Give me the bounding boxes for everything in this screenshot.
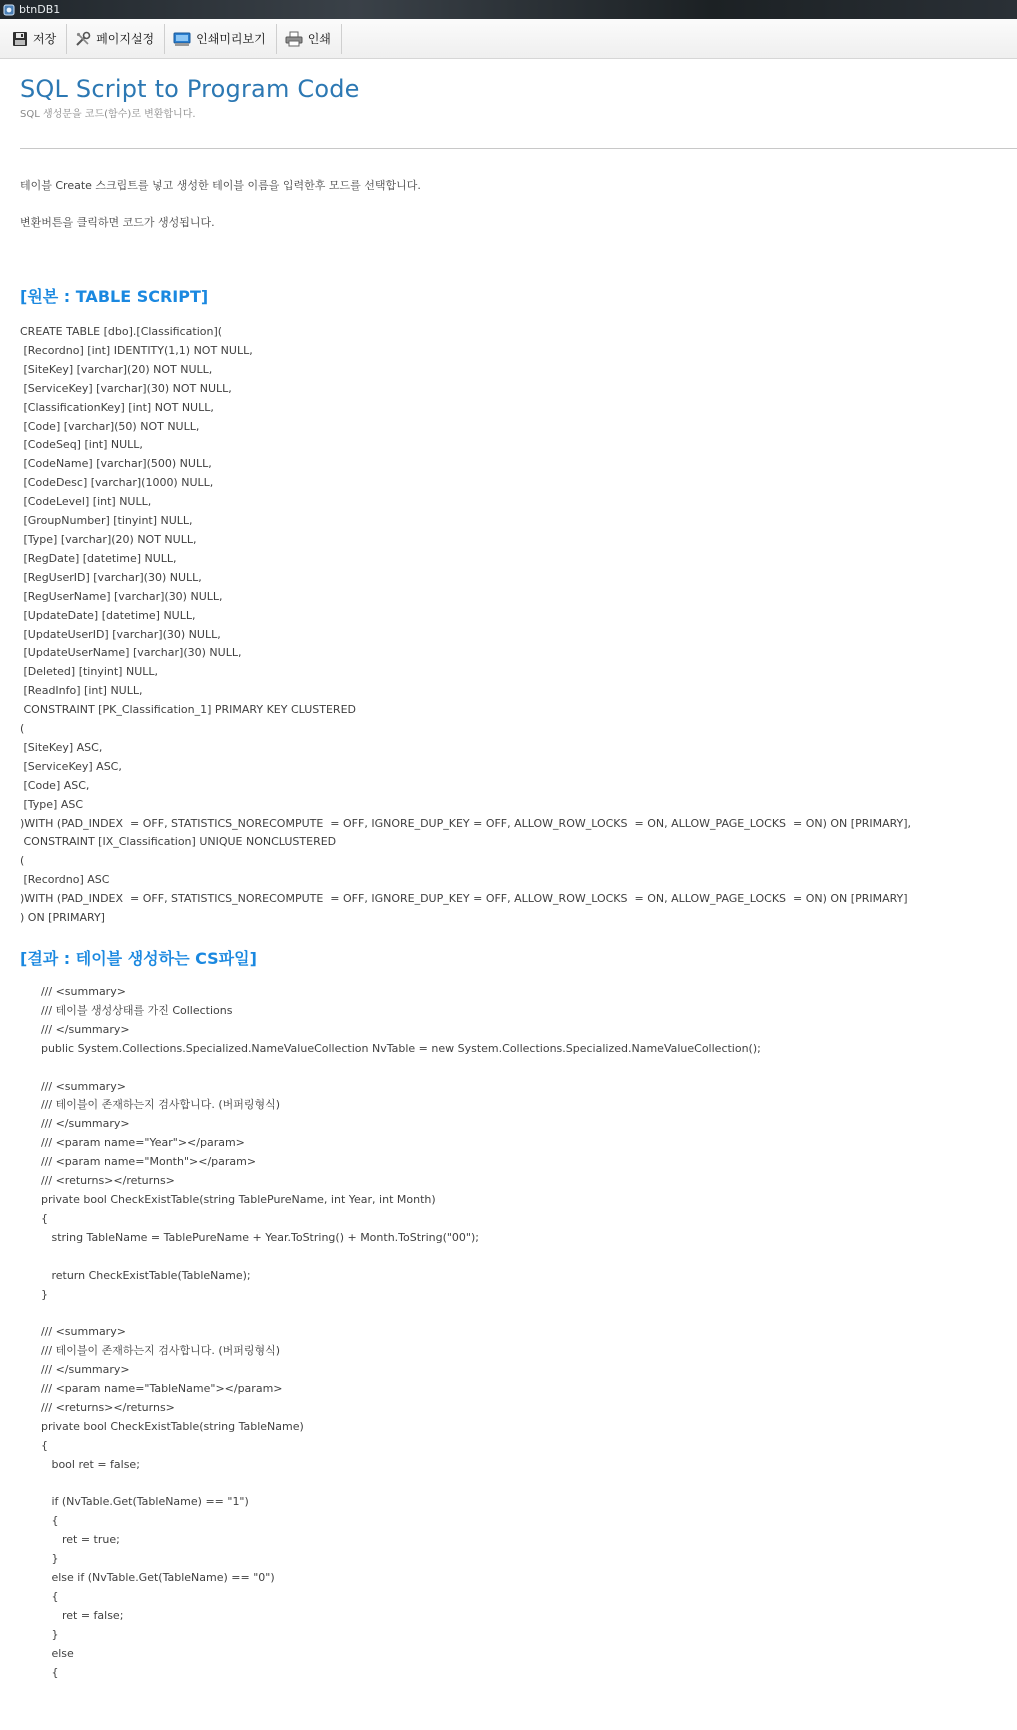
- page-setup-icon: [75, 31, 91, 47]
- toolbar: [0, 19, 1017, 59]
- print-button-label: 인쇄: [307, 32, 331, 46]
- page-title: SQL Script to Program Code: [20, 75, 360, 103]
- save-button-label: 저장: [33, 32, 57, 46]
- divider: [20, 148, 1017, 149]
- save-icon: [12, 31, 28, 47]
- page-setup-button-label: 페이지설정: [96, 32, 155, 46]
- save-button[interactable]: [4, 24, 67, 54]
- print-button[interactable]: [277, 24, 342, 54]
- result-cs-code: /// <summary> /// 테이블 생성상태를 가진 Collections /// </summary> public System.Collections.Specialized.NameValueCollection NvTable = new System.Collections.Specialized.NameValueCollection(); /// <summary> /// 테이블이 존재하는지 검사합니다. (버퍼링형식) /// </summary> /// <param name="Year"></param> /// <param name="Month"></param> /// <returns></returns> private bool CheckExistTable(string TablePureName, int Year, int Month) { string TableName = TablePureName + Year.ToString() + Month.ToString("00"); return CheckExistTable(TableName); } /// <summary> /// 테이블이 존재하는지 검사합니다. (버퍼링형식) /// </summary> /// <param name="TableName"></param> /// <returns></returns> private bool CheckExistTable(string TableName) { bool ret = false; if (NvTable.Get(TableName) == "1") { ret = true; } else if (NvTable.Get(TableName) == "0") { ret = false; } else {: [40, 985, 761, 1679]
- window-title: btnDB1: [19, 3, 61, 16]
- print-preview-icon: [173, 31, 191, 47]
- main-content: [20, 59, 1017, 1683]
- printer-icon: [285, 31, 303, 47]
- app-window-icon: [3, 4, 15, 16]
- source-section-heading: [원본 : TABLE SCRIPT]: [20, 287, 209, 306]
- page-subtitle: SQL 생성문을 코드(함수)로 변환합니다.: [20, 109, 196, 120]
- print-preview-button[interactable]: [165, 24, 277, 54]
- print-preview-button-label: 인쇄미리보기: [196, 32, 266, 46]
- page-setup-button[interactable]: [67, 24, 165, 54]
- description-line-1: 테이블 Create 스크립트를 넣고 생성한 테이블 이름을 입력한후 모드를 선택합니다.: [20, 179, 421, 192]
- window-titlebar: [0, 0, 1017, 19]
- source-sql-code: CREATE TABLE [dbo].[Classification]( [Recordno] [int] IDENTITY(1,1) NOT NULL, [SiteKey] [varchar](20) NOT NULL, [ServiceKey] [varchar](30) NOT NULL, [ClassificationKey] [int] NOT NULL, [Code] [varchar](50) NOT NULL, [CodeSeq] [int] NULL, [CodeName] [varchar](500) NULL, [CodeDesc] [varchar](1000) NULL, [CodeLevel] [int] NULL, [GroupNumber] [tinyint] NULL, [Type] [varchar](20) NOT NULL, [RegDate] [datetime] NULL, [RegUserID] [varchar](30) NULL, [RegUserName] [varchar](30) NULL, [UpdateDate] [datetime] NULL, [UpdateUserID] [varchar](30) NULL, [UpdateUserName] [varchar](30) NULL, [Deleted] [tinyint] NULL, [ReadInfo] [int] NULL, CONSTRAINT [PK_Classification_1] PRIMARY KEY CLUSTERED ( [SiteKey] ASC, [ServiceKey] ASC, [Code] ASC, [Type] ASC )WITH (PAD_INDEX = OFF, STATISTICS_NORECOMPUTE = OFF, IGNORE_DUP_KEY = OFF, ALLOW_ROW_LOCKS = ON, ALLOW_PAGE_LOCKS = ON) ON [PRIMARY], CONSTRAINT [IX_Classification] UNIQUE NONCLUSTERED ( [Recordno] ASC )WITH (PAD_INDEX = OFF, STATISTICS_NORECOMPUTE = OFF, IGNORE_DUP_KEY = OFF, ALLOW_ROW_LOCKS = ON, ALLOW_PAGE_LOCKS = ON) ON [PRIMARY] ) ON [PRIMARY]: [20, 325, 912, 925]
- description-line-2: 변환버튼을 클릭하면 코드가 생성됩니다.: [20, 216, 215, 229]
- result-section-heading: [결과 : 테이블 생성하는 CS파일]: [20, 949, 257, 968]
